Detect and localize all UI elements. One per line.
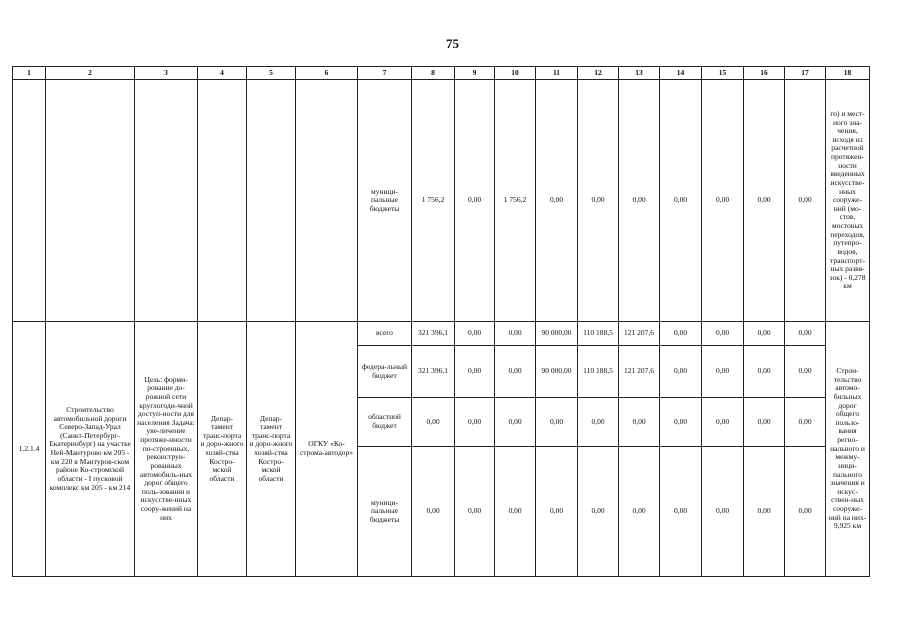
header-cell: 15 [702, 67, 744, 80]
header-cell: 8 [412, 67, 455, 80]
value-cell: 0,00 [744, 346, 785, 398]
empty-cell [135, 80, 198, 322]
header-cell: 3 [135, 67, 198, 80]
value-cell: 0,00 [785, 346, 826, 398]
value-cell: 0,00 [536, 447, 578, 577]
value-cell: 0,00 [702, 447, 744, 577]
value-cell: 321 396,1 [412, 346, 455, 398]
page-number: 75 [446, 36, 459, 51]
value-cell: 0,00 [660, 447, 702, 577]
value-cell: 0,00 [495, 346, 536, 398]
value-cell: 0,00 [744, 80, 785, 322]
empty-cell [198, 80, 247, 322]
value-cell: 90 000,00 [536, 322, 578, 346]
value-cell: 0,00 [785, 447, 826, 577]
header-cell: 13 [619, 67, 660, 80]
budget-label: муници-пальные бюджеты [358, 80, 412, 322]
empty-cell [296, 80, 358, 322]
header-cell: 11 [536, 67, 578, 80]
program-table [12, 66, 870, 577]
empty-cell [247, 80, 296, 322]
value-cell: 121 207,6 [619, 322, 660, 346]
budget-label: всего [358, 322, 412, 346]
empty-cell [46, 80, 135, 322]
header-cell: 1 [13, 67, 46, 80]
header-cell: 18 [826, 67, 870, 80]
header-cell: 6 [296, 67, 358, 80]
header-cell: 10 [495, 67, 536, 80]
value-cell: 0,00 [578, 80, 619, 322]
header-cell: 5 [247, 67, 296, 80]
budget-label: муници-пальные бюджеты [358, 447, 412, 577]
header-cell: 12 [578, 67, 619, 80]
value-cell: 121 207,6 [619, 346, 660, 398]
value-cell: 0,00 [744, 322, 785, 346]
value-cell: 0,00 [660, 322, 702, 346]
value-cell: 0,00 [660, 398, 702, 447]
result-note: го) и мест-ного зна-чения, исходя из расчетной протяжен-ности введенных искусстве-нных сооруже-ний (мо-стов, мостовых переходов, путепро-водов, транспорт-ных развя-зок) - 0,278 км [826, 80, 870, 322]
value-cell: 0,00 [536, 80, 578, 322]
value-cell: 0,00 [495, 322, 536, 346]
value-cell: 1 756,2 [495, 80, 536, 322]
item-name: Строительство автомобильной дороги Северо-Запад-Урал (Санкт-Петербург-Екатеринбург) на участке Ней-Мантурово км 205 - км 220 в Мантуров-ском районе Ко-стромской области - I пусковой комплекс км 205 - км 214 [46, 322, 135, 577]
value-cell: 0,00 [578, 447, 619, 577]
item-code: 1.2.1.4 [13, 322, 46, 577]
value-cell: 0,00 [455, 447, 495, 577]
value-cell: 0,00 [702, 80, 744, 322]
column-number-row [13, 67, 870, 80]
item-customer: Депар-тамент транс-порта и доро-жного хозяй-ства Костро-мской области [247, 322, 296, 577]
value-cell: 0,00 [455, 346, 495, 398]
budget-label: федера-льный бюджет [358, 346, 412, 398]
value-cell: 0,00 [785, 398, 826, 447]
value-cell: 0,00 [495, 447, 536, 577]
value-cell: 0,00 [455, 322, 495, 346]
value-cell: 0,00 [412, 398, 455, 447]
value-cell: 0,00 [660, 80, 702, 322]
item-result: Строи-тельство автомо-бильных дорог общего пользо-вания регио-нального и межму-ници-пального значения и искус-ствен-ных сооруже-ний на них- 9,925 км [826, 322, 870, 577]
header-cell: 14 [660, 67, 702, 80]
value-cell: 0,00 [785, 322, 826, 346]
value-cell: 0,00 [619, 398, 660, 447]
value-cell: 0,00 [744, 447, 785, 577]
value-cell: 0,00 [660, 346, 702, 398]
budget-label: областной бюджет [358, 398, 412, 447]
value-cell: 0,00 [495, 398, 536, 447]
value-cell: 0,00 [744, 398, 785, 447]
value-cell: 0,00 [536, 398, 578, 447]
value-cell: 0,00 [702, 322, 744, 346]
value-cell: 0,00 [455, 398, 495, 447]
item-row-total [13, 322, 870, 346]
value-cell: 110 188,5 [578, 322, 619, 346]
value-cell: 0,00 [619, 447, 660, 577]
item-coexecutor: Депар-тамент транс-порта и доро-жного хозяй-ства Костро-мской области [198, 322, 247, 577]
header-cell: 9 [455, 67, 495, 80]
empty-cell [13, 80, 46, 322]
value-cell: 90 000,00 [536, 346, 578, 398]
header-cell: 4 [198, 67, 247, 80]
value-cell: 1 756,2 [412, 80, 455, 322]
value-cell: 110 188,5 [578, 346, 619, 398]
continuation-row [13, 80, 870, 322]
value-cell: 0,00 [702, 398, 744, 447]
value-cell: 0,00 [702, 346, 744, 398]
header-cell: 17 [785, 67, 826, 80]
value-cell: 0,00 [455, 80, 495, 322]
header-cell: 7 [358, 67, 412, 80]
value-cell: 0,00 [412, 447, 455, 577]
header-cell: 16 [744, 67, 785, 80]
item-executor: ОГКУ «Ко-строма-автодор» [296, 322, 358, 577]
value-cell: 321 396,1 [412, 322, 455, 346]
header-cell: 2 [46, 67, 135, 80]
value-cell: 0,00 [785, 80, 826, 322]
item-goal: Цель: форми-рование до-рожной сети круглогоди-чной доступ-ности для населения Задача: уве-личение протяже-нности по-строенных, реконструи-рованных автомобиль-ных дорог общего поль-зования и искусстве-нных соору-жений на них [135, 322, 198, 577]
value-cell: 0,00 [578, 398, 619, 447]
value-cell: 0,00 [619, 80, 660, 322]
